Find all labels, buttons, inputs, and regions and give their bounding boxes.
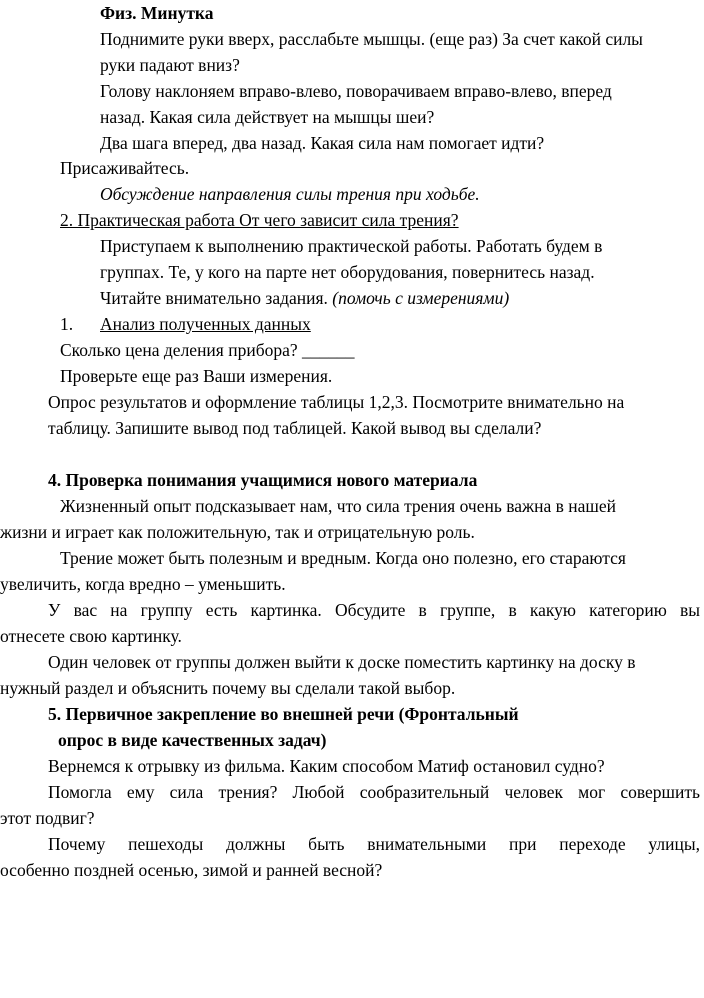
fiz-line-4: назад. Какая сила действует на мышцы шеи? [100,107,435,127]
check-p2-line-1: Трение может быть полезным и вредным. Когда оно полезно, его стараются [60,548,626,568]
practical-line-4: Сколько цена деления прибора? ______ [60,340,355,360]
check-p1-line-1: Жизненный опыт подсказывает нам, что сила трения очень важна в нашей [60,496,616,516]
check-p1-line-2: жизни и играет как положительную, так и отрицательную роль. [0,522,475,542]
practical-line-5: Проверьте еще раз Ваши измерения. [60,366,333,386]
check-p3-line-1: У вас на группу есть картинка. Обсудите в группе, в какую категорию вы [48,600,700,620]
consolidation-question-3-line-1: Почему пешеходы должны быть внимательными при переходе улицы, [48,834,700,854]
consolidation-question-2-line-1: Помогла ему сила трения? Любой сообразительный человек мог совершить [48,782,700,802]
check-p3-line-2: отнесете свою картинку. [0,626,182,646]
fiz-line-1: Поднимите руки вверх, расслабьте мышцы. (еще раз) За счет какой силы [100,29,643,49]
check-p2-line-2: увеличить, когда вредно – уменьшить. [0,574,286,594]
practical-line-1: Приступаем к выполнению практической работы. Работать будем в [100,236,603,256]
fiz-title: Физ. Минутка [100,3,214,23]
fiz-line-3: Голову наклоняем вправо-влево, поворачиваем вправо-влево, вперед [100,81,612,101]
consolidation-question-2-line-2: этот подвиг? [0,808,95,828]
practical-line-3 [100,285,509,311]
consolidation-heading-line-1: 5. Первичное закрепление во внешней речи (Фронтальный [48,704,519,724]
practical-line-7: таблицу. Запишите вывод под таблицей. Какой вывод вы сделали? [48,418,542,438]
check-p4-line-1: Один человек от группы должен выйти к доске поместить картинку на доску в [48,652,636,672]
list-item-number: 1. [60,314,74,334]
fiz-line-5: Два шага вперед, два назад. Какая сила нам помогает идти? [100,133,545,153]
list-item-text: Анализ полученных данных [100,314,311,334]
check-p4-line-2: нужный раздел и объяснить почему вы сделали такой выбор. [0,678,456,698]
fiz-line-6: Присаживайтесь. [60,158,190,178]
consolidation-question-1: Вернемся к отрывку из фильма. Каким способом Матиф остановил судно? [48,756,605,776]
consolidation-question-3-line-2: особенно поздней осенью, зимой и ранней весной? [0,860,383,880]
practical-heading: 2. Практическая работа От чего зависит сила трения? [60,210,459,230]
practical-line-2: группах. Те, у кого на парте нет оборудования, повернитесь назад. [100,262,595,282]
check-heading: 4. Проверка понимания учащимися нового материала [48,470,478,490]
practical-line-3-note: (помочь с измерениями) [332,288,510,308]
consolidation-heading-line-2: опрос в виде качественных задач) [58,730,327,750]
fiz-line-2: руки падают вниз? [100,55,240,75]
fiz-line-7: Обсуждение направления силы трения при ходьбе. [100,184,480,204]
practical-line-6: Опрос результатов и оформление таблицы 1,2,3. Посмотрите внимательно на [48,392,625,412]
practical-line-3-text: Читайте внимательно задания. [100,288,333,308]
